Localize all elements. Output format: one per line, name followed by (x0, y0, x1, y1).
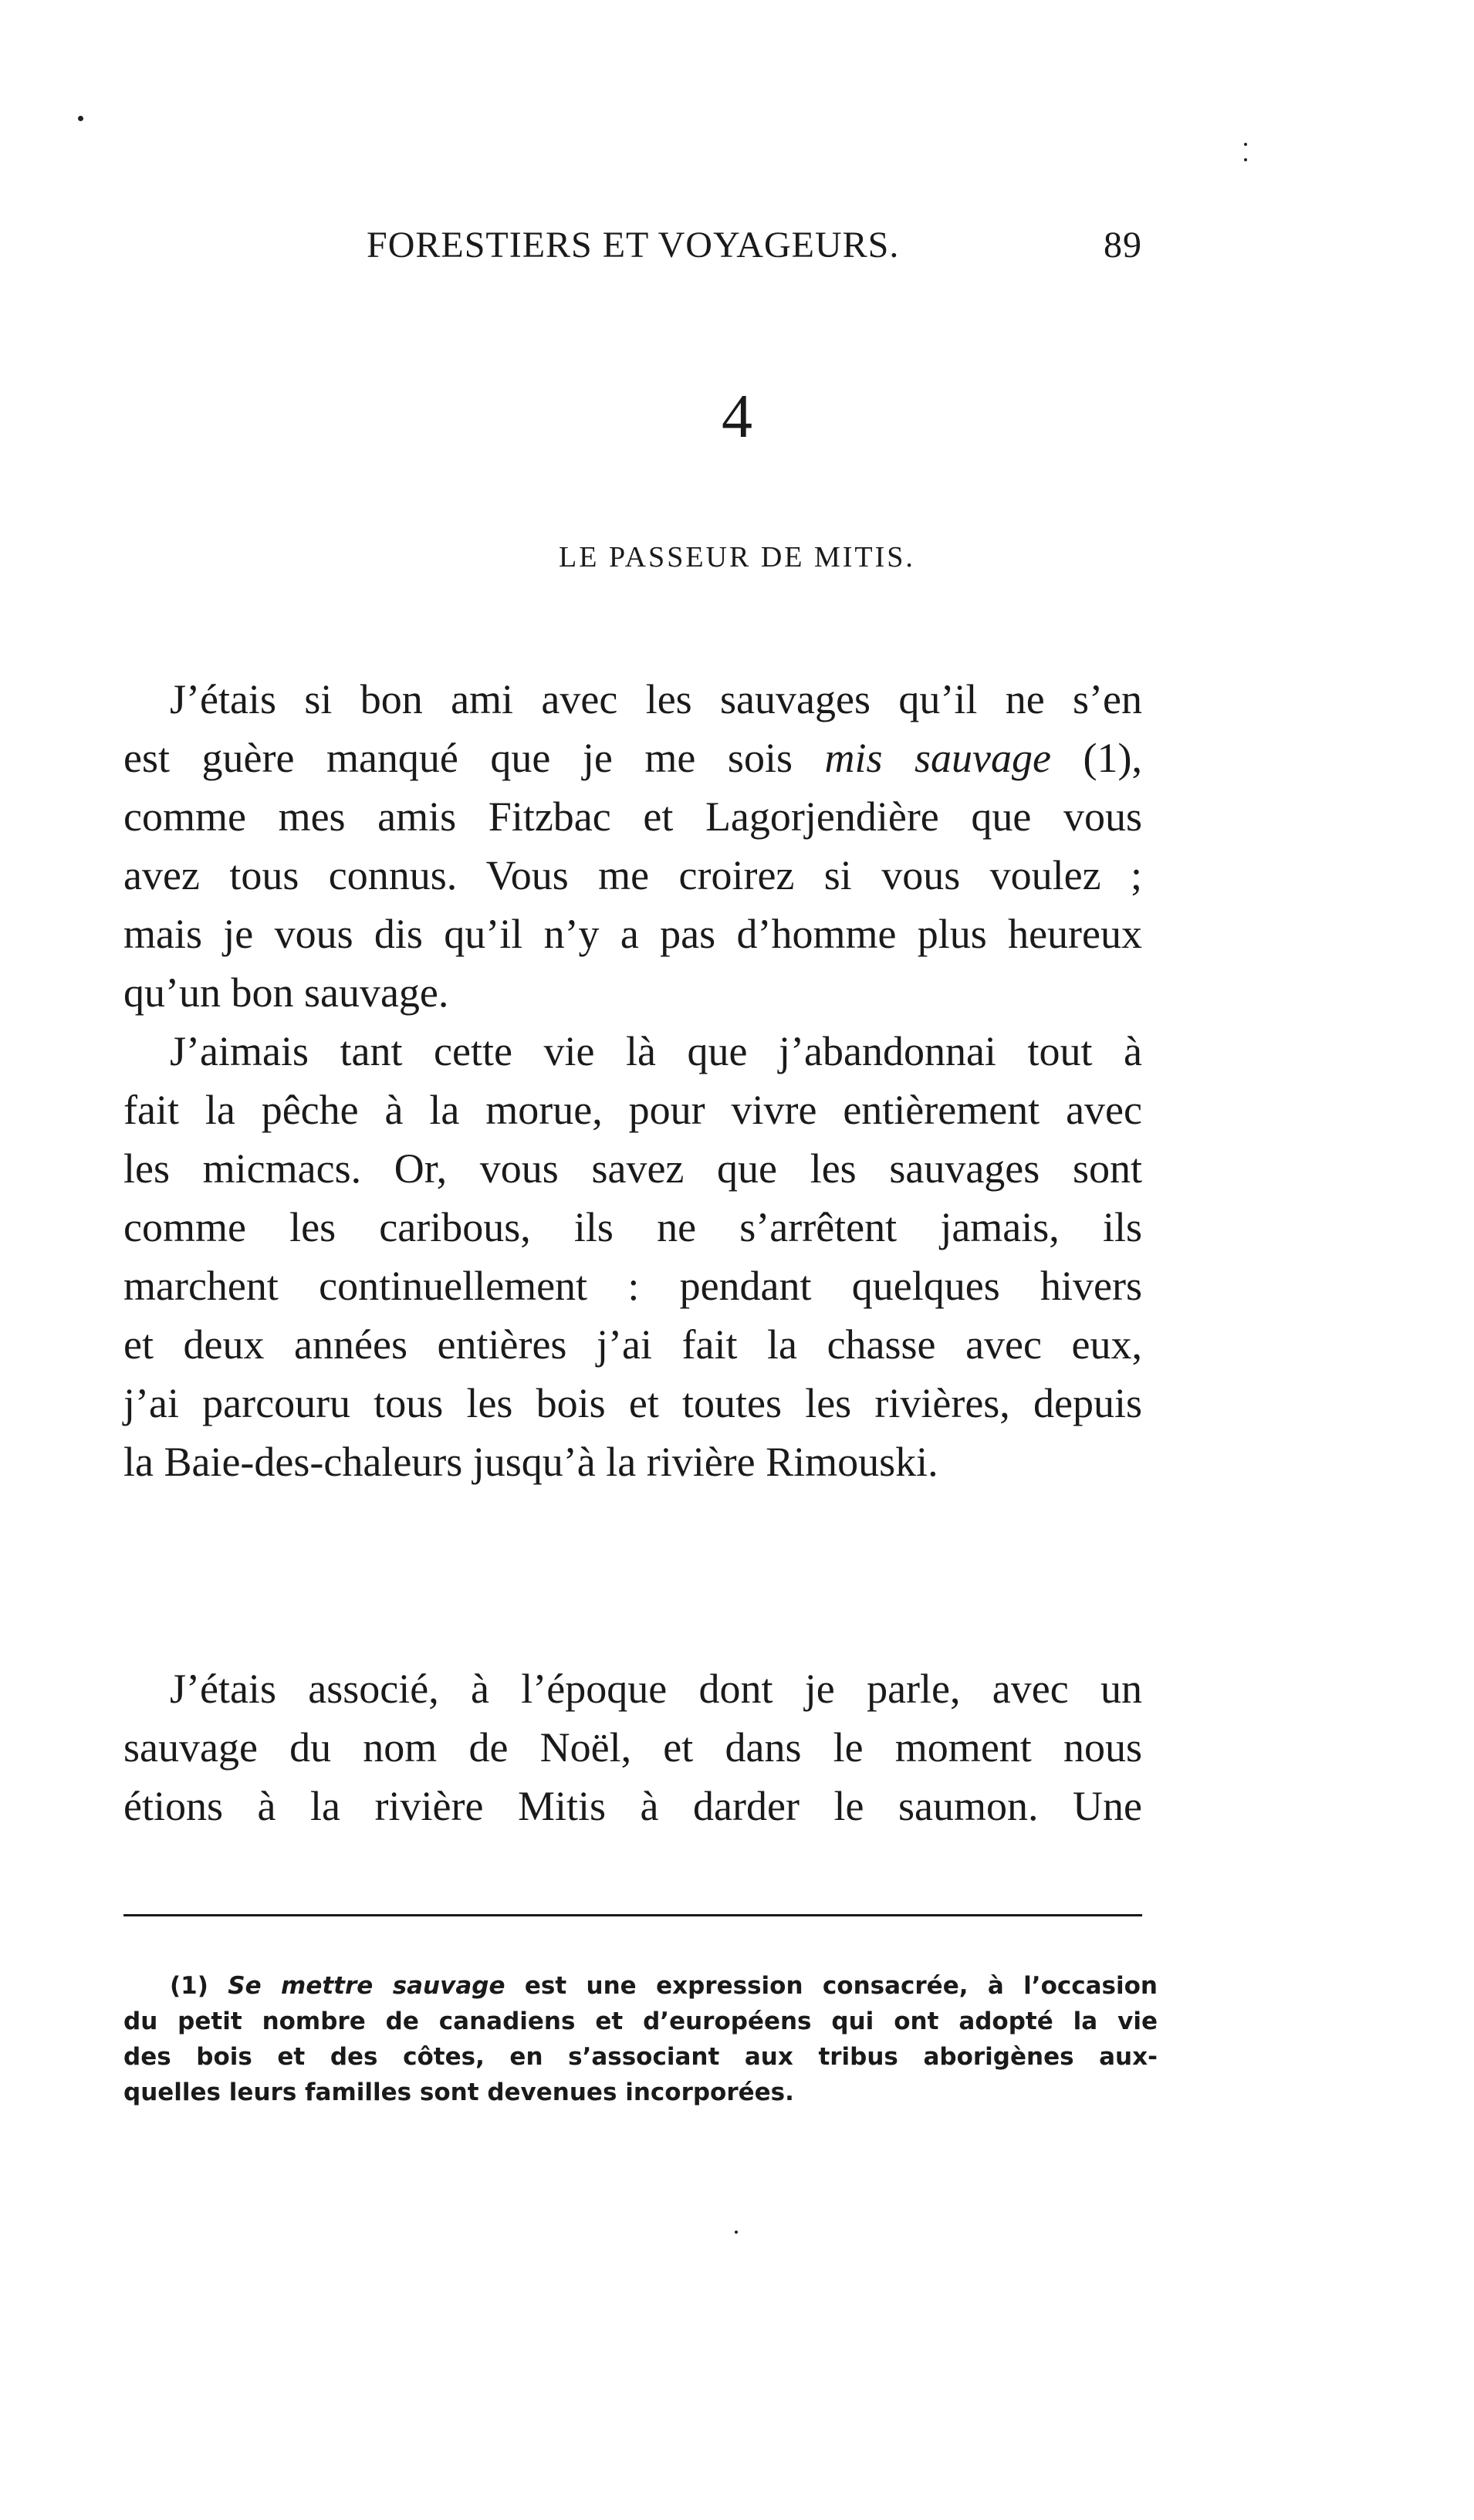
paragraph-3 (123, 1659, 1142, 1835)
paragraph-1 (123, 670, 1142, 1022)
text-line: sauvage du nom de Noël, et dans le moment nous (123, 1724, 1142, 1771)
footnote-fragment: est une expression consacrée, à l’occasion (505, 1972, 1158, 2000)
footnote-line: quelles leurs familles sont devenues incorporées. (123, 2079, 794, 2106)
text-line: J’étais si bon ami avec les sauvages qu’il ne s’en (170, 676, 1142, 722)
chapter-number (0, 382, 1474, 452)
speck-top-right-2 (1244, 158, 1247, 161)
speck-top-left (78, 116, 83, 121)
text-line: J’étais associé, à l’époque dont je parle, avec un (170, 1666, 1142, 1712)
footnote-rule (123, 1914, 1142, 1916)
speck-top-right (1244, 143, 1247, 146)
text-line: la Baie-des-chaleurs jusqu’à la rivière Rimouski. (123, 1439, 938, 1485)
text-line: fait la pêche à la morue, pour vivre entièrement avec (123, 1087, 1142, 1133)
text-line: j’ai parcouru tous les bois et toutes les rivières, depuis (123, 1380, 1142, 1426)
footnote-line (123, 1968, 1158, 2004)
italic-phrase: mis sauvage (824, 735, 1051, 781)
footnote-italic: Se mettre sauvage (228, 1972, 505, 2000)
text-line: les micmacs. Or, vous savez que les sauvages sont (123, 1145, 1142, 1192)
text-line: et deux années entières j’ai fait la chasse avec eux, (123, 1321, 1142, 1368)
text-line (123, 729, 1142, 787)
text-line: qu’un bon sauvage. (123, 969, 449, 1016)
footnote-line: des bois et des côtes, en s’associant aux tribus aborigènes aux- (123, 2043, 1158, 2071)
speck-bottom-center (735, 2231, 738, 2234)
body-text-top (123, 670, 1142, 1491)
text-line: comme mes amis Fitzbac et Lagorjendière que vous (123, 793, 1142, 840)
text-line: marchent continuellement : pendant quelques hivers (123, 1263, 1142, 1309)
footnote (123, 1968, 1158, 2110)
page-number: 89 (1104, 225, 1142, 266)
text-fragment: est guère manqué que je me sois (123, 735, 825, 781)
section-title: LE PASSEUR DE MITIS. (559, 541, 915, 573)
running-title: FORESTIERS ET VOYAGEURS. (367, 225, 900, 266)
text-fragment: (1), (1051, 735, 1142, 781)
paragraph-2 (123, 1022, 1142, 1491)
chapter-number-text: 4 (722, 383, 752, 451)
footnote-line: du petit nombre de canadiens et d’européens qui ont adopté la vie (123, 2008, 1158, 2035)
body-text-bottom (123, 1659, 1142, 1835)
text-line: mais je vous dis qu’il n’y a pas d’homme plus heureux (123, 911, 1142, 957)
text-line: avez tous connus. Vous me croirez si vous voulez ; (123, 852, 1142, 898)
footnote-marker: (1) (170, 1972, 208, 2000)
text-line: étions à la rivière Mitis à darder le saumon. Une (123, 1783, 1142, 1829)
text-line: comme les caribous, ils ne s’arrêtent jamais, ils (123, 1204, 1142, 1250)
text-line: J’aimais tant cette vie là que j’abandonnai tout à (170, 1028, 1142, 1074)
